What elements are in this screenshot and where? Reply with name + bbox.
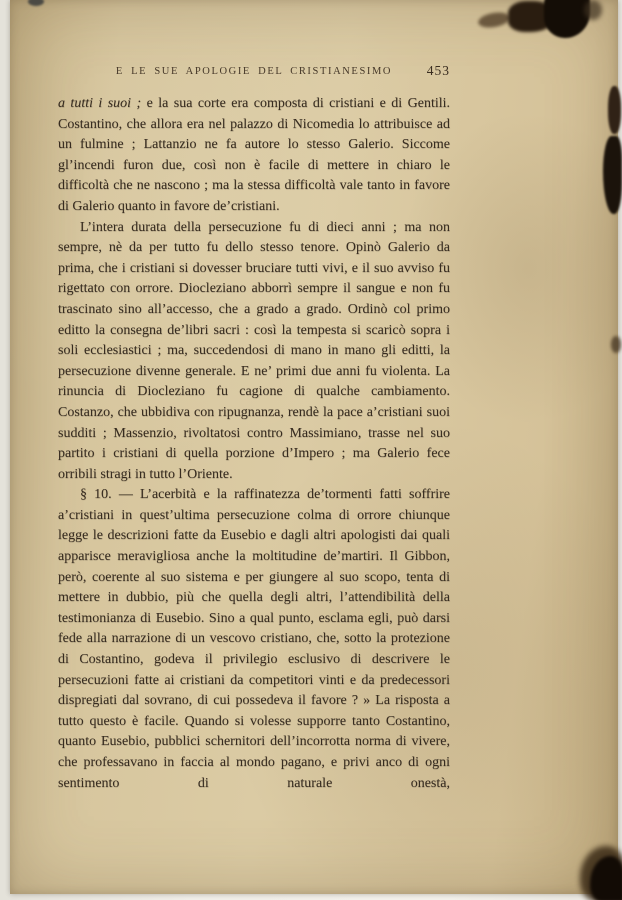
body-text [58, 94, 450, 794]
running-title: E LE SUE APOLOGIE DEL CRISTIANESIMO [115, 66, 393, 77]
paragraph-1-text: e la sua corte era composta di cristiani e di Gentili. Costantino, che allora era nel palazzo di Nicomedia lo attribuisce ad un fulmine ; Lattanzio ne fa autore lo stesso Galerio. Siccome gl’incendi furon due, così non è facile di mettere in chiaro le difficoltà che ne nascono ; ma la stessa difficoltà vale tanto in favore di Galerio quanto in favore de’cristiani. [58, 96, 450, 214]
page-header [58, 63, 450, 78]
paragraph-3-text: L’acerbità e la raffinatezza de’tormenti fatti soffrire a’cristiani in quest’ultima persecuzione colma di orrore chiunque legge le descrizioni fatte da Eusebio e dagli altri apologisti dai quali apparisce meravigliosa anche la moltitudine de’martiri. Il Gibbon, però, coerente al suo sistema e per giungere al suo scopo, tenta di mettere in dubbio, più che quella degli altri, l’attendibilità della testimonianza di Eusebio. Sino a qual punto, esclama egli, può darsi fede alla narrazione di un vescovo cristiano, che, sotto la protezione di Costantino, godeva il privilegio esclusivo di descrivere le persecuzioni fatte ai cristiani da competitori vinti e da predecessori dispregiati dal sovrano, di cui possedeva il favore ? » La risposta a tutto questo è facile. Quando si volesse supporre tanto Costantino, quanto Eusebio, pubblici schernitori dell’incorrotta norma di vivere, che professavano in faccia al mondo pagano, e privi anco di ogni sentimento di naturale onestà, [58, 487, 450, 791]
paragraph-3 [58, 485, 450, 794]
paragraph-1 [58, 94, 450, 218]
book-page [10, 0, 618, 894]
section-mark: § 10. — [80, 487, 133, 503]
paragraph-2-text: L’intera durata della persecuzione fu di dieci anni ; ma non sempre, nè da per tutto fu dello stesso tenore. Opinò Galerio da prima, che i cristiani si dovesser bruciare tutti vivi, e il suo avviso fu rigettato con orrore. Diocleziano abborrì sempre il sangue e non fu trascinato sino all’accesso, che a grado a grado. Ordinò col primo editto la consegna de’libri sacri : così la tempesta si scaricò sopra i soli ecclesiastici ; ma, succedendosi di mano in mano gli editti, la persecuzione divenne generale. E ne’ primi due anni fu violenta. La rinuncia di Diocleziano fu cagione di qualche cambiamento. Costanzo, che ubbidiva con ripugnanza, rendè la pace a’cristiani suoi sudditi ; Massenzio, rivoltatosi contro Massimiano, trasse nel suo partito i cristiani di quella porzione d’Impero ; ma Galerio fece orribili stragi in tutto l’Oriente. [58, 219, 450, 482]
paragraph-2 [58, 218, 450, 486]
paragraph-1-italic-lead: a tutti i suoi ; [58, 96, 142, 111]
page-number: 453 [426, 63, 450, 78]
